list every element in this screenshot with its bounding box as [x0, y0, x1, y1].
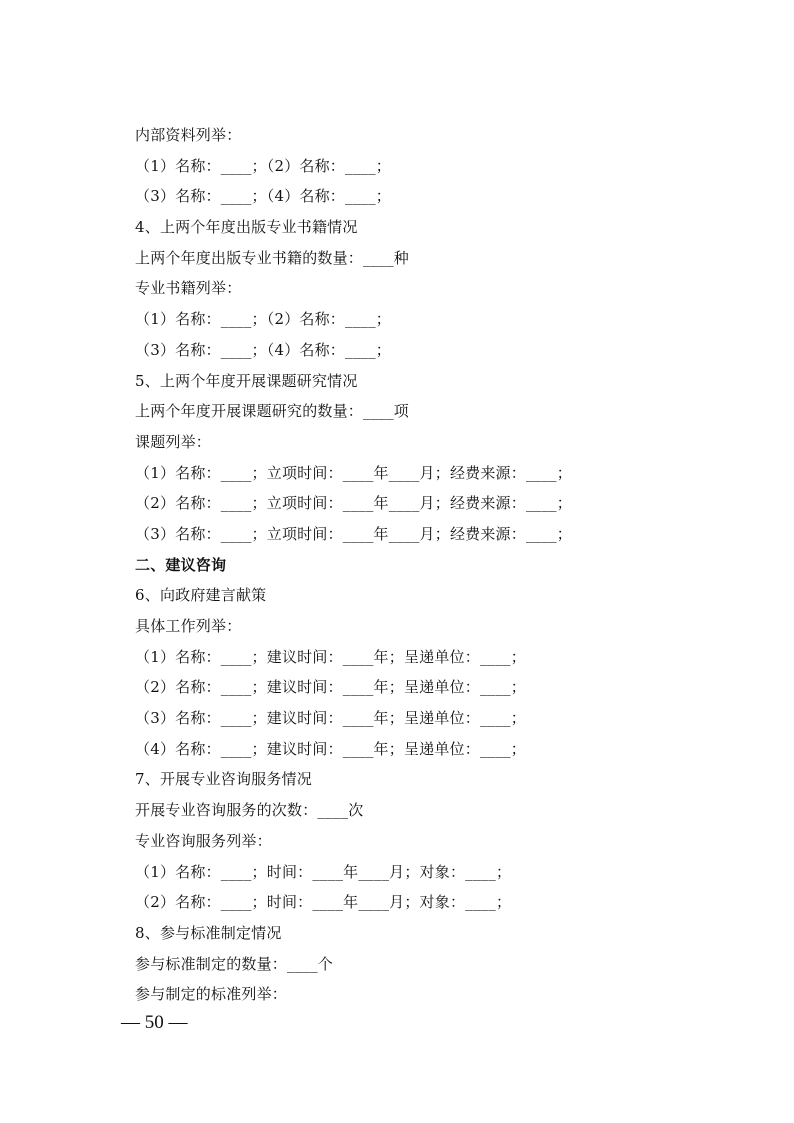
list-item: （2）名称：____；时间：____年____月；对象：____；: [135, 893, 512, 912]
book-count-line: 上两个年度出版专业书籍的数量：____种: [135, 248, 410, 267]
heading-item-6: 6、向政府建言献策: [135, 586, 267, 605]
list-item: （1）名称：____；建议时间：____年；呈递单位：____；: [135, 647, 526, 666]
list-item: （2）名称：____；立项时间：____年____月；经费来源：____；: [135, 494, 572, 513]
research-count-line: 上两个年度开展课题研究的数量：____项: [135, 402, 410, 421]
list-item: （3）名称：____；立项时间：____年____月；经费来源：____；: [135, 524, 572, 543]
section-label-internal-materials: 内部资料列举：: [135, 126, 242, 144]
standards-count-line: 参与标准制定的数量：____个: [135, 954, 334, 973]
section-label-standards: 参与制定的标准列举：: [135, 985, 288, 1004]
list-item: （1）名称：____；（2）名称：____；: [135, 310, 391, 329]
list-item: （3）名称：____；（4）名称：____；: [135, 187, 391, 206]
page-number: — 50 —: [121, 1012, 188, 1033]
section-label-consulting: 专业咨询服务列举：: [135, 831, 272, 850]
heading-item-4: 4、上两个年度出版专业书籍情况: [135, 218, 358, 237]
list-item: （3）名称：____；建议时间：____年；呈递单位：____；: [135, 709, 526, 728]
list-item: （1）名称：____；（2）名称：____；: [135, 156, 391, 175]
section-label-books: 专业书籍列举：: [135, 279, 242, 298]
list-item: （1）名称：____；立项时间：____年____月；经费来源：____；: [135, 463, 572, 482]
list-item: （1）名称：____；时间：____年____月；对象：____；: [135, 862, 512, 881]
heading-item-7: 7、开展专业咨询服务情况: [135, 770, 312, 789]
section-heading-advisory: 二、建议咨询: [135, 555, 227, 574]
heading-item-5: 5、上两个年度开展课题研究情况: [135, 371, 358, 390]
list-item: （3）名称：____；（4）名称：____；: [135, 340, 391, 359]
list-item: （2）名称：____；建议时间：____年；呈递单位：____；: [135, 678, 526, 697]
section-label-topics: 课题列举：: [135, 432, 212, 451]
heading-item-8: 8、参与标准制定情况: [135, 923, 282, 942]
list-item: （4）名称：____；建议时间：____年；呈递单位：____；: [135, 739, 526, 758]
consulting-count-line: 开展专业咨询服务的次数：____次: [135, 801, 364, 820]
section-label-work: 具体工作列举：: [135, 617, 242, 635]
document-body: [135, 120, 755, 1010]
